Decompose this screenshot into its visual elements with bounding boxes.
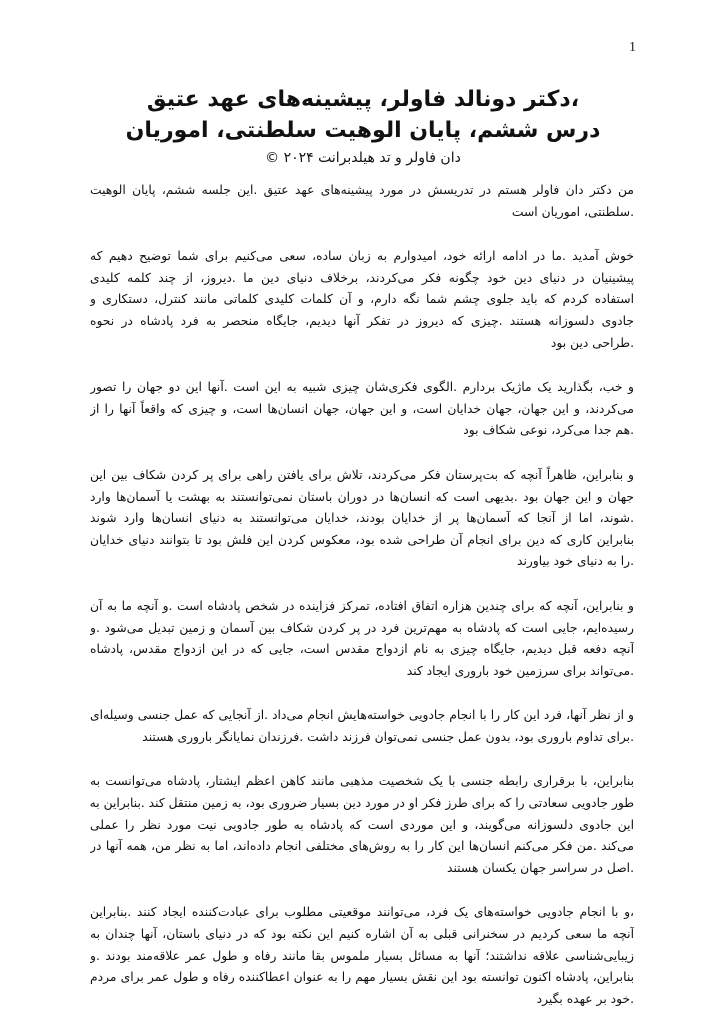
paragraph-line: زیبایی‌شناسی علاقه نداشتند؛ آنها به مسائل بسیار ملموس بقا مانند رفاه و طول عمر علاقه‌مند بودند .و — [90, 948, 634, 963]
paragraph-6 — [90, 705, 634, 748]
copyright-byline: دان فاولر و تد هیلدبرانت ۲۰۲۴ © — [265, 150, 461, 166]
paragraph-1 — [90, 180, 634, 223]
paragraph-line: طور جادویی سعادتی را که برای طرز فکر او در مورد دین بسیار ضروری بود، به زمین منتقل کند .بنابراین به — [90, 796, 634, 811]
paragraph-line: بنابراین، با برقراری رابطه جنسی با یک شخصیت مذهبی مانند کاهن اعظم ایشتار، پادشاه می‌توانست به — [90, 774, 634, 789]
paragraph-2 — [90, 246, 634, 354]
paragraph-line: .می‌تواند برای سرزمین خود باروری ایجاد کند — [406, 663, 634, 678]
page-number: 1 — [629, 40, 636, 55]
paragraph-line: آنچه ما سعی کردیم در سخنرانی قبلی به آن اشاره کنیم این نکته بود که در دنیای باستان، آنها چندان به — [90, 927, 634, 942]
paragraph-line: بنابراین، پادشاه اکنون توانسته بود این نقش بسیار مهم را به عنوان اعطاکننده رفاه و طول عمر برای مردم — [90, 970, 634, 985]
paragraph-line: .شوند، اما از آنجا که آسمان‌ها پر از خدایان بودند، خدایان می‌توانستند به دنیای انسان‌ها وارد شوند — [90, 511, 634, 526]
paragraph-line: استفاده کردم که باید جلوی چشم شما نگه دارم، و آن کلمات کلیدی کلماتی مانند کنترل، دستکاری و — [90, 292, 634, 307]
paragraph-line: این جادوی دلسوزانه می‌گویند، و این موردی است که پادشاه به طور جادویی نیت مورد نظر را عملی — [90, 817, 634, 832]
paragraph-line: و بنابراین، ظاهراً آنچه که بت‌پرستان فکر می‌کردند، تلاش برای یافتن راهی برای پر کردن شکاف بین این — [90, 467, 634, 482]
paragraph-3 — [90, 377, 634, 442]
paragraph-line: جهان و این جهان بود .بدیهی است که انسان‌ها در دوران باستان نمی‌توانستند به بهشت یا آسمان‌ها وارد — [90, 489, 634, 504]
paragraph-4 — [90, 465, 634, 573]
paragraph-line: و بنابراین، آنچه که برای چندین هزاره اتفاق افتاده، تمرکز فزاینده در شخص پادشاه است .و آنچه ما به آن — [90, 598, 634, 613]
paragraph-line: .برای تداوم باروری بود، بدون عمل جنسی نمی‌توان فرزند داشت .فرزندان نمایانگر باروری هستند — [142, 729, 634, 744]
paragraph-line: .سلطنتی، اموریان است — [511, 204, 634, 219]
paragraph-line: .را به دنیای خود بیاورند — [517, 554, 634, 569]
body-text — [90, 180, 634, 1033]
paragraph-line: ،و با انجام جادویی خواسته‌های یک فرد، می‌توانند موقعیتی مطلوب برای عبادت‌کننده ایجاد کنند .بنابراین — [90, 905, 634, 920]
paragraph-line: آنچه دفعه قبل دیدیم، جایگاه چیزی به نام ازدواج مقدس است، جایی که در این ازدواج مقدس، پادشاه — [90, 642, 634, 657]
paragraph-line: و از نظر آنها، فرد این کار را با انجام جادویی خواسته‌هایش انجام می‌داد .از آنجایی که عمل جنسی وسیله‌ای — [90, 708, 634, 723]
paragraph-8 — [90, 902, 634, 1010]
paragraph-line: بنابراین کاری که دین برای انجام آن طراحی شده بود، معکوس کردن این فلش بود تا بتوانند دنیای خدایان — [90, 532, 634, 547]
paragraph-line: و خب، بگذارید یک ماژیک بردارم .الگوی فکری‌شان چیزی شبیه به این است .آنها این دو جهان را تصور — [90, 380, 634, 395]
paragraph-7 — [90, 771, 634, 879]
paragraph-line: می‌کند .من فکر می‌کنم انسان‌ها این کار را به روش‌های مختلفی انجام داده‌اند، اما به نظر من، همه آنها در — [90, 839, 634, 854]
paragraph-line: خوش آمدید .ما در ادامه ارائه خود، امیدوارم به زبان ساده، سعی می‌کنیم برای شما توضیح دهیم که — [90, 249, 634, 264]
paragraph-line: .هم جدا می‌کرد، نوعی شکاف بود — [463, 423, 634, 438]
paragraph-line: .طراحی دین بود — [550, 335, 634, 350]
title-line-1: ،دکتر دونالد فاولر، پیشینه‌های عهد عتیق — [146, 87, 580, 112]
paragraph-5 — [90, 596, 634, 682]
title-line-2: درس ششم، پایان الوهیت سلطنتی، اموریان — [125, 118, 601, 143]
paragraph-line: رسیده‌ایم، جایی است که پادشاه به مهم‌ترین فرد در پر کردن شکاف بین آسمان و زمین تبدیل می‌شود .و — [90, 620, 634, 635]
paragraph-line: جادوی دلسوزانه هستند .چیزی که دیروز در تفکر آنها دیدیم، جایگاه منحصر به فرد پادشاه در نحوه — [90, 313, 634, 328]
title-block — [96, 84, 630, 168]
paragraph-line: من دکتر دان فاولر هستم در تدریسش در مورد پیشینه‌های عهد عتیق .این جلسه ششم، پایان الوهیت — [90, 183, 634, 197]
paragraph-line: .اصل در سراسر جهان یکسان هستند — [447, 860, 634, 875]
paragraph-line: پیشینیان در دنیای دین خود چگونه فکر می‌کردند، برخلاف دنیای دین ما .دیروز، از چند کلمه کلیدی — [90, 270, 634, 285]
paragraph-line: می‌کردند، و این جهان، جهان خدایان است، و این جهان، جهان انسان‌ها است، و چیزی که واقعاً آنها را از — [90, 401, 634, 416]
paragraph-line: .خود بر عهده بگیرد — [536, 991, 634, 1006]
